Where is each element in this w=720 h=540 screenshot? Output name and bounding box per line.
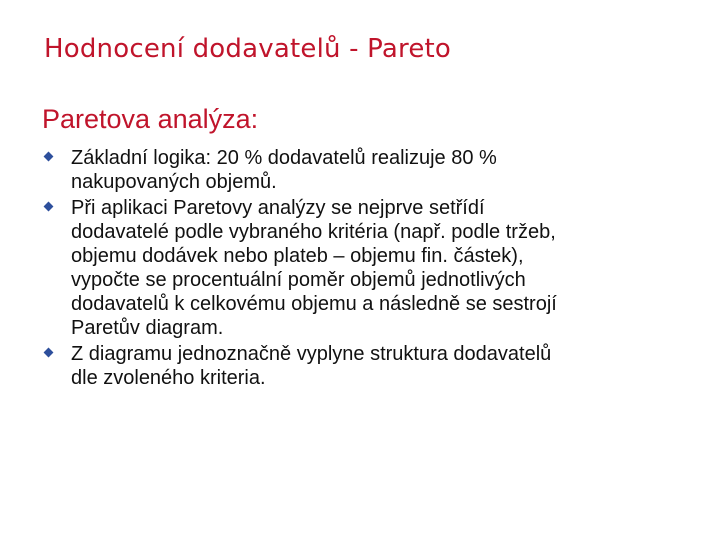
bullet-item xyxy=(44,146,684,194)
bullet-line: vypočte se procentuální poměr objemů jednotlivých xyxy=(71,269,526,291)
slide-title: Hodnocení dodavatelů - Pareto xyxy=(44,34,452,64)
bullet-line: dle zvoleného kriteria. xyxy=(71,367,266,389)
bullet-line: Při aplikaci Paretovy analýzy se nejprve setřídí xyxy=(71,197,485,219)
bullet-line: dodavatelé podle vybraného kritéria (např. podle tržeb, xyxy=(71,221,556,243)
bullet-list xyxy=(44,146,684,392)
slide-subtitle: Paretova analýza: xyxy=(42,104,259,134)
bullet-item xyxy=(44,342,684,390)
bullet-line: Paretův diagram. xyxy=(71,317,224,339)
bullet-item xyxy=(44,196,684,340)
bullet-line: Základní logika: 20 % dodavatelů realizuje 80 % xyxy=(71,147,497,169)
bullet-line: nakupovaných objemů. xyxy=(71,171,277,193)
diamond-bullet-icon xyxy=(44,348,54,358)
bullet-line: objemu dodávek nebo plateb – objemu fin. částek), xyxy=(71,245,524,267)
diamond-bullet-icon xyxy=(44,152,54,162)
bullet-line: Z diagramu jednoznačně vyplyne struktura dodavatelů xyxy=(71,343,552,365)
diamond-bullet-icon xyxy=(44,202,54,212)
bullet-line: dodavatelů k celkovému objemu a následně se sestrojí xyxy=(71,293,557,315)
